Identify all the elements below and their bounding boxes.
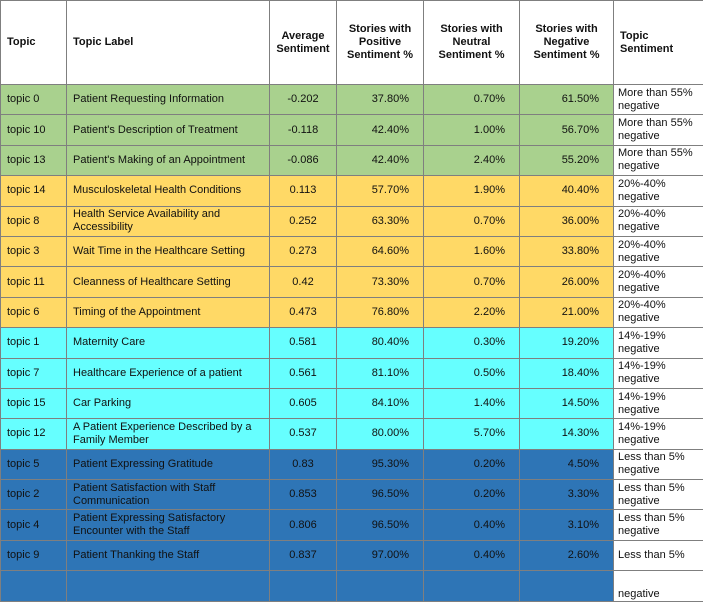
cell-average-sentiment: 0.561 bbox=[270, 358, 337, 388]
cell-average-sentiment: -0.118 bbox=[270, 115, 337, 145]
cell-topic-label: Health Service Availability and Accessibility bbox=[67, 206, 270, 236]
cell-topic-sentiment: 14%-19% negative bbox=[614, 358, 703, 388]
cell-topic: topic 5 bbox=[1, 449, 67, 479]
cell-average-sentiment: 0.252 bbox=[270, 206, 337, 236]
cell-neutral-pct: 0.20% bbox=[424, 480, 520, 510]
table-row bbox=[1, 267, 703, 297]
cell-positive-pct: 96.50% bbox=[337, 480, 424, 510]
cell-negative-pct: 61.50% bbox=[520, 85, 614, 115]
cell-topic-sentiment: 14%-19% negative bbox=[614, 419, 703, 449]
cell-topic: topic 9 bbox=[1, 540, 67, 570]
cell-topic-label: Timing of the Appointment bbox=[67, 297, 270, 327]
header-row bbox=[1, 1, 703, 85]
table-row bbox=[1, 145, 703, 175]
cell-topic-label: Patient's Description of Treatment bbox=[67, 115, 270, 145]
cell-neutral-pct: 0.50% bbox=[424, 358, 520, 388]
cell-topic-sentiment: negative bbox=[614, 571, 703, 601]
cell-positive-pct: 95.30% bbox=[337, 449, 424, 479]
table-row bbox=[1, 419, 703, 449]
header-topic-label: Topic Label bbox=[67, 1, 270, 85]
cell-positive-pct bbox=[337, 571, 424, 601]
cell-topic: topic 10 bbox=[1, 115, 67, 145]
cell-neutral-pct: 1.00% bbox=[424, 115, 520, 145]
cell-negative-pct: 26.00% bbox=[520, 267, 614, 297]
cell-average-sentiment: 0.113 bbox=[270, 176, 337, 206]
table-row bbox=[1, 480, 703, 510]
cell-positive-pct: 64.60% bbox=[337, 236, 424, 266]
cell-topic-sentiment: Less than 5% negative bbox=[614, 449, 703, 479]
cell-average-sentiment bbox=[270, 571, 337, 601]
cell-topic-label: Maternity Care bbox=[67, 328, 270, 358]
cell-negative-pct: 56.70% bbox=[520, 115, 614, 145]
cell-negative-pct bbox=[520, 571, 614, 601]
table-row bbox=[1, 449, 703, 479]
header-negative: Stories with Negative Sentiment % bbox=[520, 1, 614, 85]
cell-average-sentiment: 0.83 bbox=[270, 449, 337, 479]
cell-topic-label: Patient Expressing Satisfactory Encounter with the Staff bbox=[67, 510, 270, 540]
table-row bbox=[1, 176, 703, 206]
header-average-sentiment: Average Sentiment bbox=[270, 1, 337, 85]
cell-neutral-pct: 0.40% bbox=[424, 540, 520, 570]
cell-neutral-pct: 2.40% bbox=[424, 145, 520, 175]
cell-positive-pct: 81.10% bbox=[337, 358, 424, 388]
cell-positive-pct: 57.70% bbox=[337, 176, 424, 206]
cell-neutral-pct bbox=[424, 571, 520, 601]
cell-positive-pct: 80.40% bbox=[337, 328, 424, 358]
cell-positive-pct: 37.80% bbox=[337, 85, 424, 115]
cell-neutral-pct: 0.40% bbox=[424, 510, 520, 540]
cell-topic: topic 6 bbox=[1, 297, 67, 327]
cell-topic: topic 2 bbox=[1, 480, 67, 510]
cell-negative-pct: 2.60% bbox=[520, 540, 614, 570]
cell-negative-pct: 14.50% bbox=[520, 388, 614, 418]
cell-average-sentiment: 0.473 bbox=[270, 297, 337, 327]
cell-negative-pct: 14.30% bbox=[520, 419, 614, 449]
cell-topic-label: Healthcare Experience of a patient bbox=[67, 358, 270, 388]
cell-average-sentiment: -0.202 bbox=[270, 85, 337, 115]
cell-topic-label: Patient Thanking the Staff bbox=[67, 540, 270, 570]
cell-average-sentiment: 0.605 bbox=[270, 388, 337, 418]
cell-positive-pct: 42.40% bbox=[337, 115, 424, 145]
cell-neutral-pct: 0.30% bbox=[424, 328, 520, 358]
cell-neutral-pct: 2.20% bbox=[424, 297, 520, 327]
table-row bbox=[1, 85, 703, 115]
cell-neutral-pct: 0.70% bbox=[424, 85, 520, 115]
cell-negative-pct: 19.20% bbox=[520, 328, 614, 358]
cell-topic-sentiment: 20%-40% negative bbox=[614, 267, 703, 297]
cell-topic: topic 7 bbox=[1, 358, 67, 388]
table-row bbox=[1, 358, 703, 388]
cell-topic: topic 12 bbox=[1, 419, 67, 449]
cell-topic-label: A Patient Experience Described by a Family Member bbox=[67, 419, 270, 449]
cell-topic-sentiment: 20%-40% negative bbox=[614, 176, 703, 206]
cell-negative-pct: 4.50% bbox=[520, 449, 614, 479]
cell-average-sentiment: 0.42 bbox=[270, 267, 337, 297]
cell-negative-pct: 21.00% bbox=[520, 297, 614, 327]
header-positive: Stories with Positive Sentiment % bbox=[337, 1, 424, 85]
header-neutral: Stories with Neutral Sentiment % bbox=[424, 1, 520, 85]
cell-average-sentiment: 0.837 bbox=[270, 540, 337, 570]
cell-negative-pct: 36.00% bbox=[520, 206, 614, 236]
cell-topic-label bbox=[67, 571, 270, 601]
cell-neutral-pct: 1.40% bbox=[424, 388, 520, 418]
table-row bbox=[1, 328, 703, 358]
cell-negative-pct: 3.10% bbox=[520, 510, 614, 540]
cell-average-sentiment: -0.086 bbox=[270, 145, 337, 175]
cell-positive-pct: 63.30% bbox=[337, 206, 424, 236]
cell-topic-label: Car Parking bbox=[67, 388, 270, 418]
table-row bbox=[1, 571, 703, 601]
cell-neutral-pct: 0.70% bbox=[424, 267, 520, 297]
cell-topic: topic 13 bbox=[1, 145, 67, 175]
cell-topic-label: Patient's Making of an Appointment bbox=[67, 145, 270, 175]
cell-average-sentiment: 0.806 bbox=[270, 510, 337, 540]
cell-topic: topic 14 bbox=[1, 176, 67, 206]
cell-topic: topic 3 bbox=[1, 236, 67, 266]
cell-topic: topic 11 bbox=[1, 267, 67, 297]
cell-positive-pct: 97.00% bbox=[337, 540, 424, 570]
cell-topic-sentiment: More than 55% negative bbox=[614, 145, 703, 175]
cell-topic-sentiment: More than 55% negative bbox=[614, 85, 703, 115]
cell-topic: topic 8 bbox=[1, 206, 67, 236]
table-row bbox=[1, 115, 703, 145]
cell-average-sentiment: 0.581 bbox=[270, 328, 337, 358]
cell-topic-sentiment: Less than 5% bbox=[614, 540, 703, 570]
cell-positive-pct: 96.50% bbox=[337, 510, 424, 540]
table-row bbox=[1, 297, 703, 327]
cell-positive-pct: 42.40% bbox=[337, 145, 424, 175]
cell-topic: topic 4 bbox=[1, 510, 67, 540]
cell-topic-sentiment: Less than 5% negative bbox=[614, 510, 703, 540]
cell-topic-label: Wait Time in the Healthcare Setting bbox=[67, 236, 270, 266]
cell-topic: topic 15 bbox=[1, 388, 67, 418]
cell-topic-sentiment: 14%-19% negative bbox=[614, 328, 703, 358]
table-row bbox=[1, 510, 703, 540]
cell-average-sentiment: 0.853 bbox=[270, 480, 337, 510]
cell-topic-label: Patient Expressing Gratitude bbox=[67, 449, 270, 479]
cell-neutral-pct: 1.90% bbox=[424, 176, 520, 206]
cell-topic-label: Musculoskeletal Health Conditions bbox=[67, 176, 270, 206]
cell-neutral-pct: 5.70% bbox=[424, 419, 520, 449]
cell-negative-pct: 33.80% bbox=[520, 236, 614, 266]
cell-positive-pct: 73.30% bbox=[337, 267, 424, 297]
cell-negative-pct: 3.30% bbox=[520, 480, 614, 510]
cell-topic-label: Patient Requesting Information bbox=[67, 85, 270, 115]
cell-negative-pct: 40.40% bbox=[520, 176, 614, 206]
cell-negative-pct: 18.40% bbox=[520, 358, 614, 388]
cell-topic-sentiment: More than 55% negative bbox=[614, 115, 703, 145]
cell-neutral-pct: 0.20% bbox=[424, 449, 520, 479]
cell-topic: topic 1 bbox=[1, 328, 67, 358]
cell-neutral-pct: 1.60% bbox=[424, 236, 520, 266]
cell-topic-sentiment: 20%-40% negative bbox=[614, 206, 703, 236]
table-row bbox=[1, 236, 703, 266]
table-row bbox=[1, 388, 703, 418]
cell-topic-sentiment: Less than 5% negative bbox=[614, 480, 703, 510]
cell-positive-pct: 84.10% bbox=[337, 388, 424, 418]
cell-average-sentiment: 0.537 bbox=[270, 419, 337, 449]
cell-topic-sentiment: 20%-40% negative bbox=[614, 236, 703, 266]
header-topic: Topic bbox=[1, 1, 67, 85]
cell-topic bbox=[1, 571, 67, 601]
cell-average-sentiment: 0.273 bbox=[270, 236, 337, 266]
cell-neutral-pct: 0.70% bbox=[424, 206, 520, 236]
cell-topic-label: Cleanness of Healthcare Setting bbox=[67, 267, 270, 297]
header-topic-sentiment: Topic Sentiment bbox=[614, 1, 703, 85]
cell-positive-pct: 76.80% bbox=[337, 297, 424, 327]
cell-topic: topic 0 bbox=[1, 85, 67, 115]
cell-positive-pct: 80.00% bbox=[337, 419, 424, 449]
cell-topic-sentiment: 14%-19% negative bbox=[614, 388, 703, 418]
cell-topic-sentiment: 20%-40% negative bbox=[614, 297, 703, 327]
table-row bbox=[1, 540, 703, 570]
table-row bbox=[1, 206, 703, 236]
cell-negative-pct: 55.20% bbox=[520, 145, 614, 175]
cell-topic-label: Patient Satisfaction with Staff Communication bbox=[67, 480, 270, 510]
